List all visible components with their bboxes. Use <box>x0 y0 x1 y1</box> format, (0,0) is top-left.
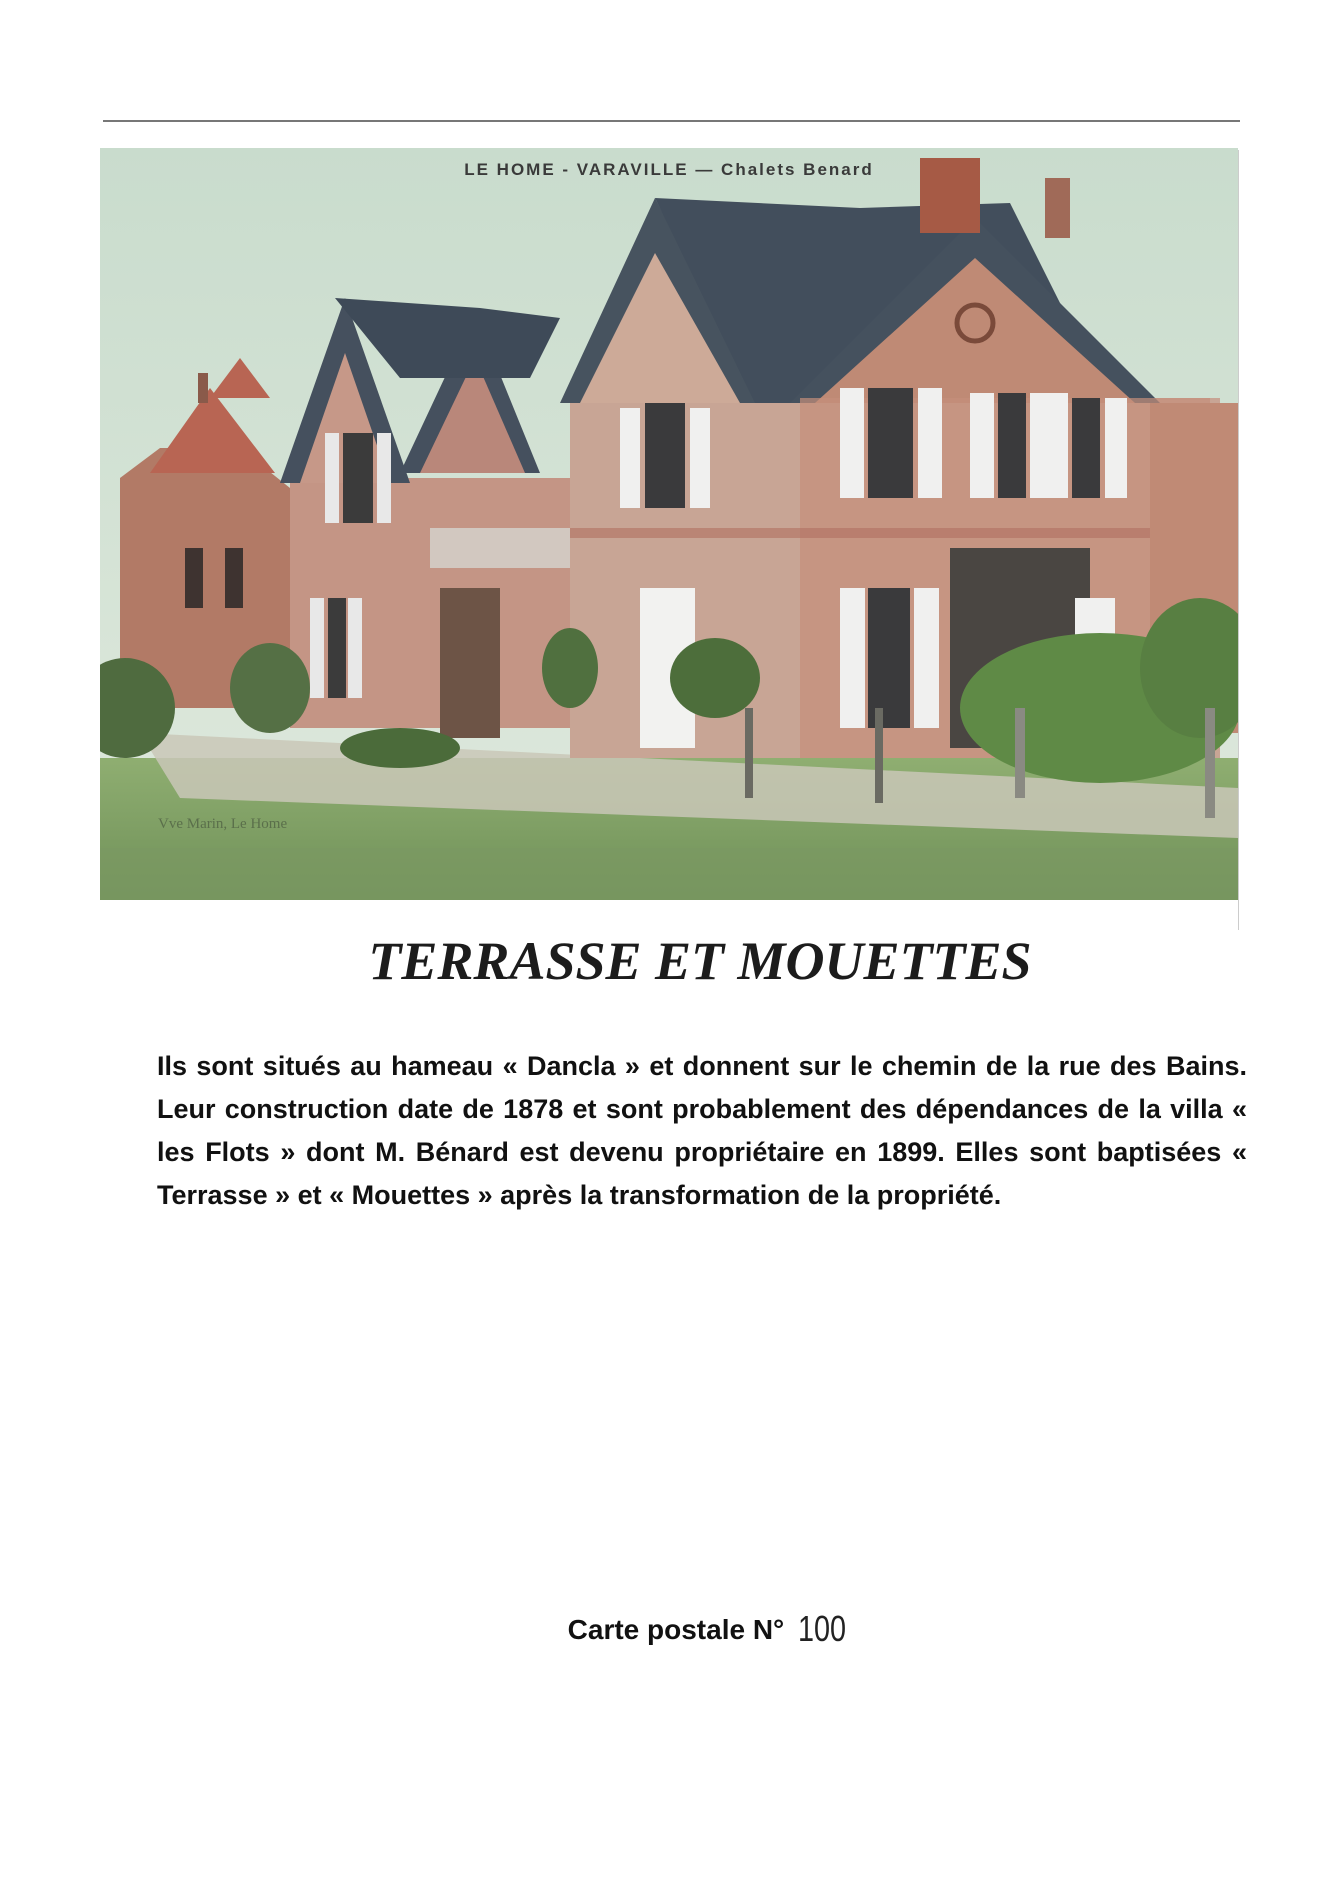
page-title: TERRASSE ET MOUETTES <box>368 931 1032 991</box>
postcard-number: 100 <box>798 1608 847 1649</box>
postcard-caption: LE HOME - VARAVILLE — Chalets Benard <box>464 160 874 179</box>
scan-edge <box>1238 150 1239 930</box>
chalets-illustration <box>100 148 1238 900</box>
top-rule <box>103 120 1240 122</box>
postcard-number-line <box>0 1608 1326 1650</box>
body-paragraph: Ils sont situés au hameau « Dancla » et donnent sur le chemin de la rue des Bains. Leur construction date de 1878 et sont probablement des dépendances de la villa « les Flots » dont M. Bénard est devenu propriétaire en 1899. Elles sont baptisées « Terrasse » et « Mouettes » après la transformation de la propriété. <box>157 1051 1247 1210</box>
postcard-number-label: Carte postale N° <box>567 1614 785 1645</box>
postcard-image <box>100 148 1238 900</box>
publisher-imprint: Vve Marin, Le Home <box>158 816 288 832</box>
